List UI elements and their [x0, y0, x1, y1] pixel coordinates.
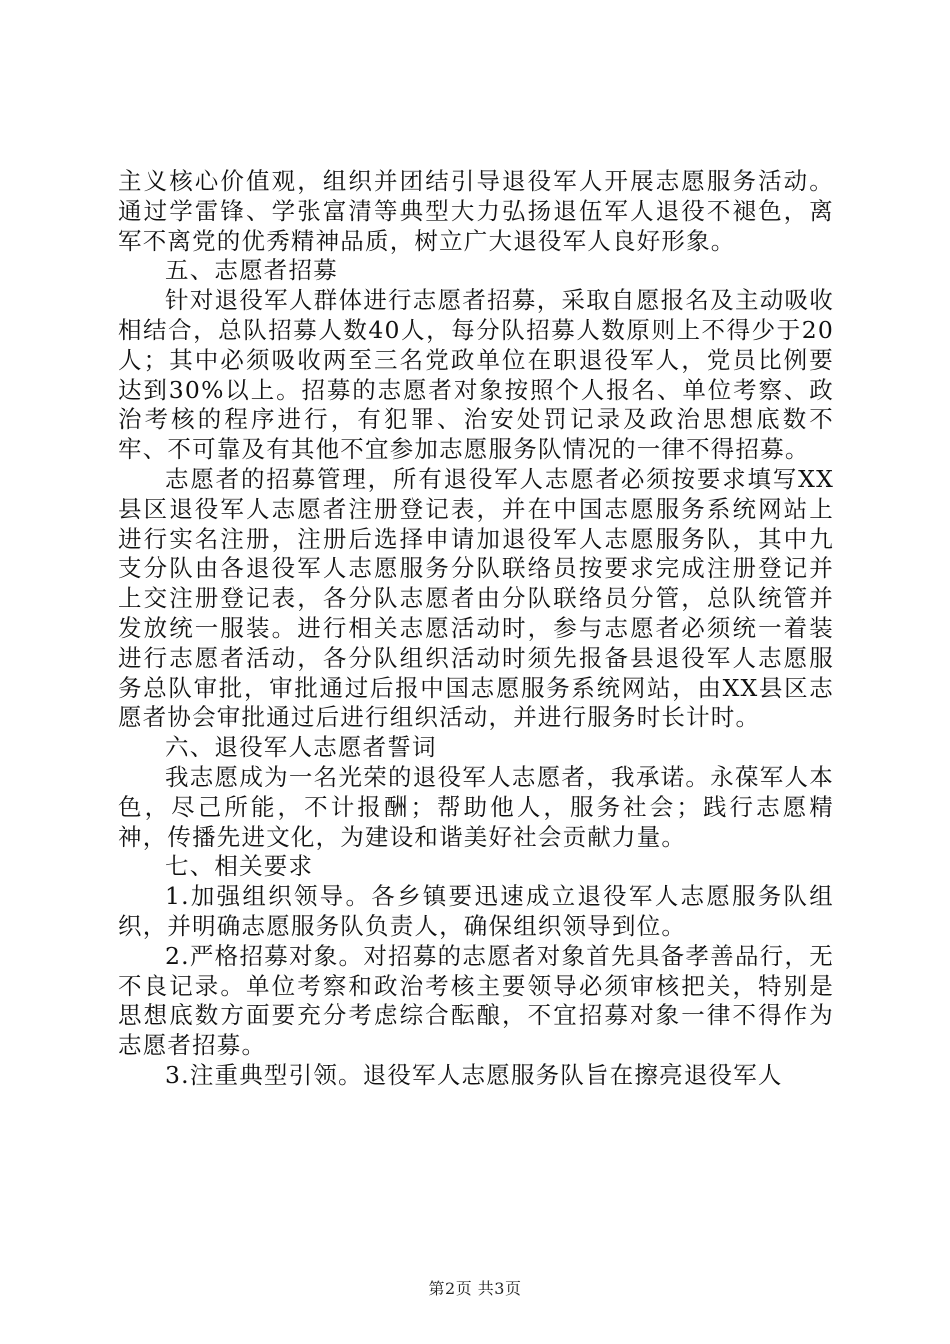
- section-heading-5: 五、志愿者招募: [165, 256, 338, 285]
- requirement-2: 2.严格招募对象。对招募的志愿者对象首先具备孝善品行，无不良记录。单位考察和政治考核主要领导必须审核把关，特别是思想底数方面要充分考虑综合酝酿，不宜招募对象一律不得作为志愿者招募。: [118, 941, 834, 1060]
- paragraph-3: 针对退役军人群体进行志愿者招募，采取自愿报名及主动吸收相结合，总队招募人数40人，每分队招募人数原则上不得少于20人；其中必须吸收两至三名党政单位在职退役军人，党员比例要达到30%以上。招募的志愿者对象按照个人报名、单位考察、政治考核的程序进行，有犯罪、治安处罚记录及政治思想底数不牢、不可靠及有其他不宜参加志愿服务队情况的一律不得招募。: [118, 286, 834, 464]
- paragraph-4: 志愿者的招募管理，所有退役军人志愿者必须按要求填写XX县区退役军人志愿者注册登记表，并在中国志愿服务系统网站上进行实名注册，注册后选择申请加退役军人志愿服务队，其中九支分队由各退役军人志愿服务分队联络员按要求完成注册登记并上交注册登记表，各分队志愿者由分队联络员分管，总队统管并发放统一服装。进行相关志愿活动时，参与志愿者必须统一着装进行志愿者活动，各分队组织活动时须先报备县退役军人志愿服务总队审批，审批通过后报中国志愿服务系统网站，由XX县区志愿者协会审批通过后进行组织活动，并进行服务时长计时。: [118, 464, 834, 732]
- document-body: [118, 167, 834, 1091]
- paragraph-1: 主义核心价值观，组织并团结引导退役军人开展志愿服务活动。通过学雷锋、学张富清等典型大力弘扬退伍军人退役不褪色，离军不离党的优秀精神品质，树立广大退役军人良好形象。: [118, 167, 834, 255]
- requirement-1: 1.加强组织领导。各乡镇要迅速成立退役军人志愿服务队组织，并明确志愿服务队负责人，确保组织领导到位。: [118, 882, 834, 940]
- page-number-footer: 第2页 共3页: [428, 1279, 522, 1298]
- section-heading-7: 七、相关要求: [165, 852, 314, 881]
- paragraph-6: 我志愿成为一名光荣的退役军人志愿者，我承诺。永葆军人本色，尽己所能，不计报酬；帮助他人，服务社会；践行志愿精神，传播先进文化，为建设和谐美好社会贡献力量。: [118, 762, 834, 851]
- section-heading-6: 六、退役军人志愿者誓词: [165, 733, 437, 762]
- requirement-3: 3.注重典型引领。退役军人志愿服务队旨在擦亮退役军人: [165, 1060, 783, 1089]
